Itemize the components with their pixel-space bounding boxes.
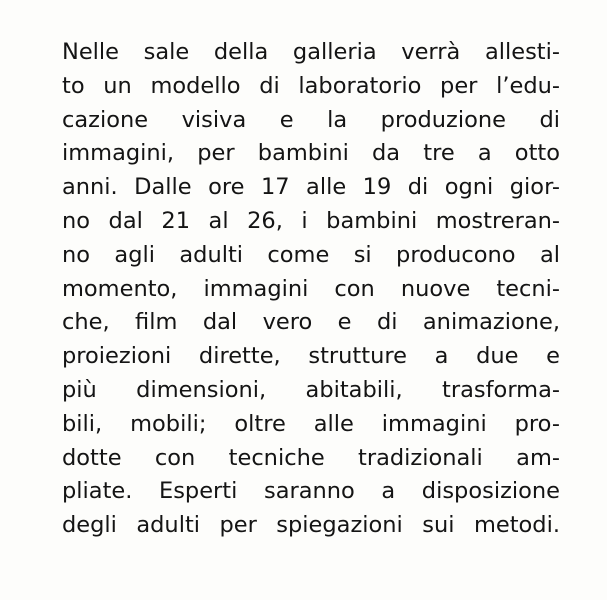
text-line: che, film dal vero e di animazione,: [62, 309, 560, 336]
text-line: momento, immagini con nuove tecni-: [62, 275, 560, 302]
text-line: Nelle sale della galleria verrà allesti-: [62, 39, 560, 65]
text-line: più dimensioni, abitabili, trasforma-: [62, 376, 560, 403]
text-line: proiezioni dirette, strutture a due e: [62, 343, 560, 370]
text-line: degli adulti per spiegazioni sui metodi.: [62, 512, 560, 539]
text-line: pliate. Esperti saranno a disposizione: [62, 478, 560, 505]
text-line: cazione visiva e la produzione di: [62, 106, 560, 133]
text-line: to un modello di laboratorio per l’edu-: [62, 72, 560, 99]
text-line: immagini, per bambini da tre a otto: [62, 140, 560, 167]
text-line: no dal 21 al 26, i bambini mostreran-: [62, 207, 560, 234]
text-line: no agli adulti come si producono al: [62, 241, 560, 268]
paragraph: [62, 36, 560, 543]
text-line: bili, mobili; oltre alle immagini pro-: [62, 410, 560, 437]
text-line: anni. Dalle ore 17 alle 19 di ogni gior-: [62, 174, 560, 201]
text-line: dotte con tecniche tradizionali am-: [62, 444, 560, 471]
